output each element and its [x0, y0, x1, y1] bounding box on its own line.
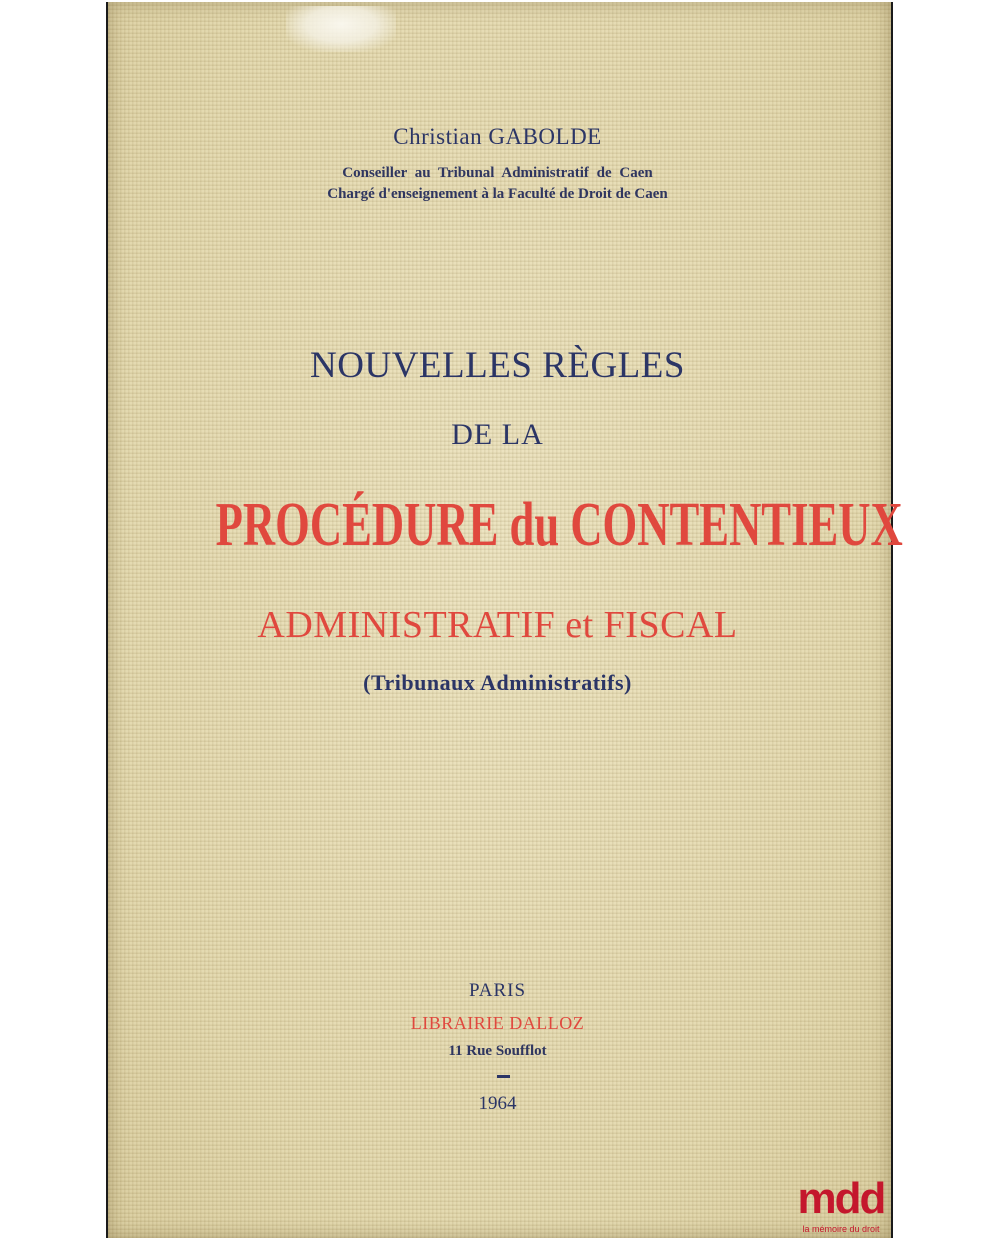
title-line-2: DE LA	[451, 418, 544, 451]
author-affiliation-1: Conseiller au Tribunal Administratif de Caen	[342, 165, 653, 181]
publisher-city: PARIS	[468, 980, 527, 1001]
title-line-1: NOUVELLES RÈGLES	[310, 345, 685, 386]
publication-year: 1964	[478, 1093, 517, 1114]
publisher-name: LIBRAIRIE DALLOZ	[410, 1013, 585, 1033]
subtitle: (Tribunaux Administratifs)	[363, 670, 632, 695]
logo-wordmark: mdd	[797, 1174, 885, 1223]
title-main: PROCÉDURE du CONTENTIEUX	[215, 491, 903, 559]
publisher-address: 11 Rue Soufflot	[448, 1043, 547, 1059]
author-name: Christian GABOLDE	[393, 124, 602, 149]
mdd-logo	[788, 1172, 894, 1240]
title-line-4: ADMINISTRATIF et FISCAL	[257, 604, 738, 646]
author-affiliation-2: Chargé d'enseignement à la Faculté de Droit de Caen	[327, 186, 668, 202]
separator-dash	[497, 1075, 510, 1078]
worn-patch	[286, 6, 396, 52]
logo-tagline: la mémoire du droit	[802, 1224, 880, 1234]
